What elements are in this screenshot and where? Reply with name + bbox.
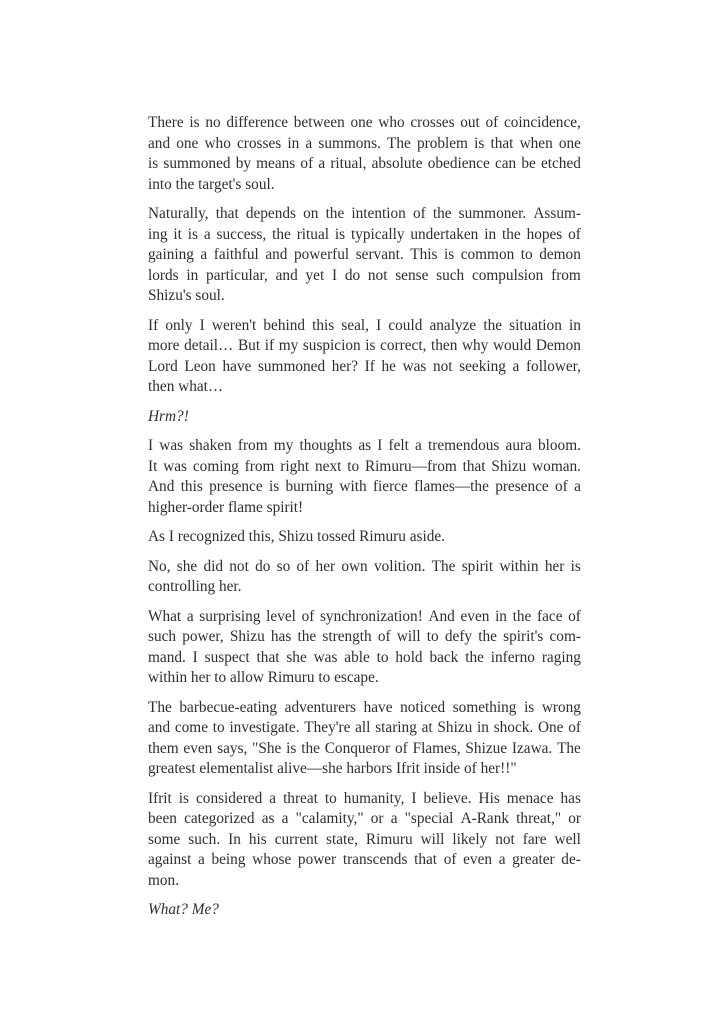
text-line: There is no difference between one who crosses out of coincidence, (148, 114, 581, 131)
text-line: into the target's soul. (148, 175, 275, 193)
text-block (148, 113, 581, 930)
text-line: controlling her. (148, 578, 242, 595)
text-line: What? Me? (148, 901, 219, 918)
text-line: I was shaken from my thoughts as I felt a tremendous aura bloom. (148, 437, 581, 454)
text-line: Ifrit is considered a threat to humanity, I believe. His menace has (148, 789, 581, 807)
paragraph (148, 436, 581, 518)
text-line: higher-order flame spirit! (148, 498, 304, 516)
paragraph (148, 407, 581, 428)
text-line: some such. In his current state, Rimuru will likely not fare well (148, 830, 581, 848)
text-line: If only I weren't behind this seal, I could analyze the situation in (148, 316, 581, 334)
paragraph (148, 607, 581, 689)
text-line: It was coming from right next to Rimuru—from that Shizu woman. (148, 457, 581, 475)
text-line: Shizu's soul. (148, 287, 225, 304)
paragraph (148, 316, 581, 398)
text-line: within her to allow Rimuru to escape. (148, 669, 379, 686)
text-line: and one who crosses in a summons. The problem is that when one (148, 134, 581, 152)
text-line: and come to investigate. They're all staring at Shizu in shock. One of (148, 719, 581, 736)
text-line: been categorized as a "calamity," or a "special A-Rank threat," or (148, 810, 581, 827)
text-line: gaining a faithful and powerful servant. This is common to demon (148, 246, 581, 263)
paragraph (148, 527, 581, 548)
text-line: Hrm?! (148, 407, 189, 425)
text-line: Naturally, that depends on the intention of the summoner. Assum- (148, 205, 581, 222)
text-line: them even says, "She is the Conqueror of Flames, Shizue Izawa. The (148, 739, 581, 757)
text-line: is summoned by means of a ritual, absolute obedience can be etched (148, 155, 581, 172)
text-line: then what… (148, 378, 224, 395)
text-line: such power, Shizu has the strength of will to defy the spirit's com- (148, 628, 581, 645)
text-line: What a surprising level of synchronization! And even in the face of (148, 607, 581, 625)
paragraph (148, 698, 581, 780)
paragraph (148, 900, 581, 921)
paragraph (148, 557, 581, 598)
text-line: No, she did not do so of her own volition. The spirit within her is (148, 557, 581, 575)
text-line: And this presence is burning with fierce flames—the presence of a (148, 478, 581, 495)
text-line: The barbecue-eating adventurers have noticed something is wrong (148, 698, 581, 716)
text-line: mand. I suspect that she was able to hold back the inferno raging (148, 648, 581, 666)
text-line: As I recognized this, Shizu tossed Rimuru aside. (148, 528, 445, 545)
text-line: mon. (148, 871, 180, 889)
text-line: ing it is a success, the ritual is typically undertaken in the hopes of (148, 225, 581, 243)
paragraph (148, 789, 581, 892)
text-line: more detail… But if my suspicion is correct, then why would Demon (148, 337, 581, 354)
text-line: greatest elementalist alive—she harbors Ifrit inside of her!!" (148, 760, 517, 777)
text-line: lords in particular, and yet I do not sense such compulsion from (148, 266, 581, 284)
paragraph (148, 204, 581, 307)
text-line: Lord Leon have summoned her? If he was not seeking a follower, (148, 357, 581, 375)
text-line: against a being whose power transcends that of even a greater de- (148, 851, 581, 868)
paragraph (148, 113, 581, 195)
